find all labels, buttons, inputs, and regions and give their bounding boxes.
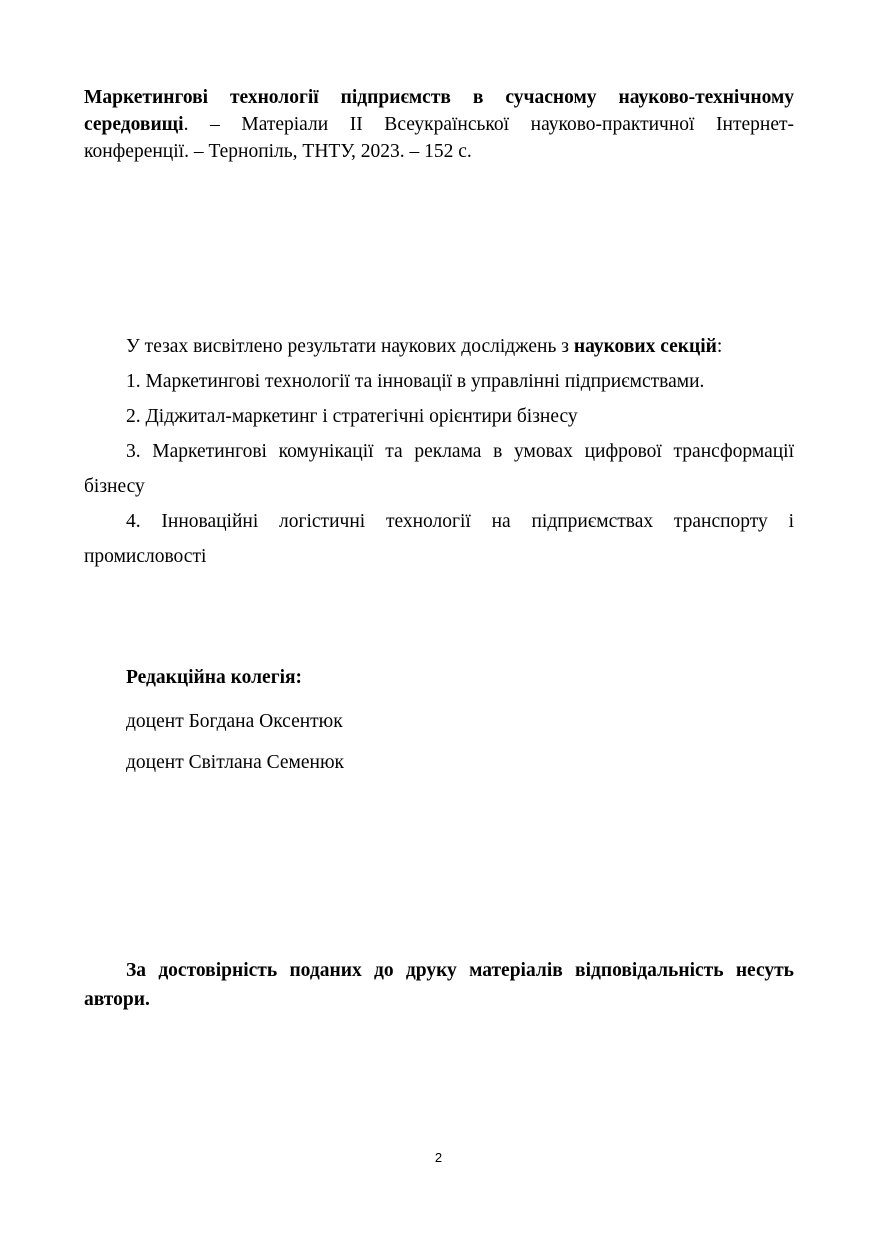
section-item-2: 2. Діджитал-маркетинг і стратегічні орієнтири бізнесу bbox=[126, 406, 578, 427]
editorial-board bbox=[84, 660, 794, 786]
sections-intro bbox=[84, 329, 794, 364]
disclaimer-text: За достовірність поданих до друку матеріалів відповідальність несуть автори. bbox=[84, 960, 794, 1010]
book-title: Маркетингові технології підприємств в сучасному науково-технічному середовищі bbox=[84, 87, 794, 135]
section-item-1: 1. Маркетингові технології та інновації в управлінні підприємствами. bbox=[126, 371, 705, 392]
sections-description bbox=[84, 329, 794, 574]
citation-details: . – Матеріали ІІ Всеукраїнської науково-практичної Інтернет-конференції. – Тернопіль, ТНТУ, 2023. – 152 с. bbox=[84, 114, 794, 162]
editorial-board-member-2: доцент Світлана Семенюк bbox=[126, 752, 344, 773]
sections-intro-bold: наукових секцій bbox=[573, 336, 717, 357]
sections-intro-suffix: : bbox=[716, 336, 723, 357]
editorial-board-member-1: доцент Богдана Оксентюк bbox=[126, 711, 343, 732]
disclaimer bbox=[84, 956, 794, 1014]
page-number: 2 bbox=[434, 1150, 443, 1165]
editorial-board-heading: Редакційна колегія: bbox=[126, 667, 303, 688]
sections-intro-prefix: У тезах висвітлено результати наукових досліджень з bbox=[126, 336, 574, 357]
bibliographic-citation bbox=[84, 84, 794, 165]
section-item-3: 3. Маркетингові комунікації та реклама в умовах цифрової трансформації бізнесу bbox=[84, 441, 794, 497]
section-item-4: 4. Інноваційні логістичні технології на підприємствах транспорту і промисловості bbox=[84, 511, 794, 567]
